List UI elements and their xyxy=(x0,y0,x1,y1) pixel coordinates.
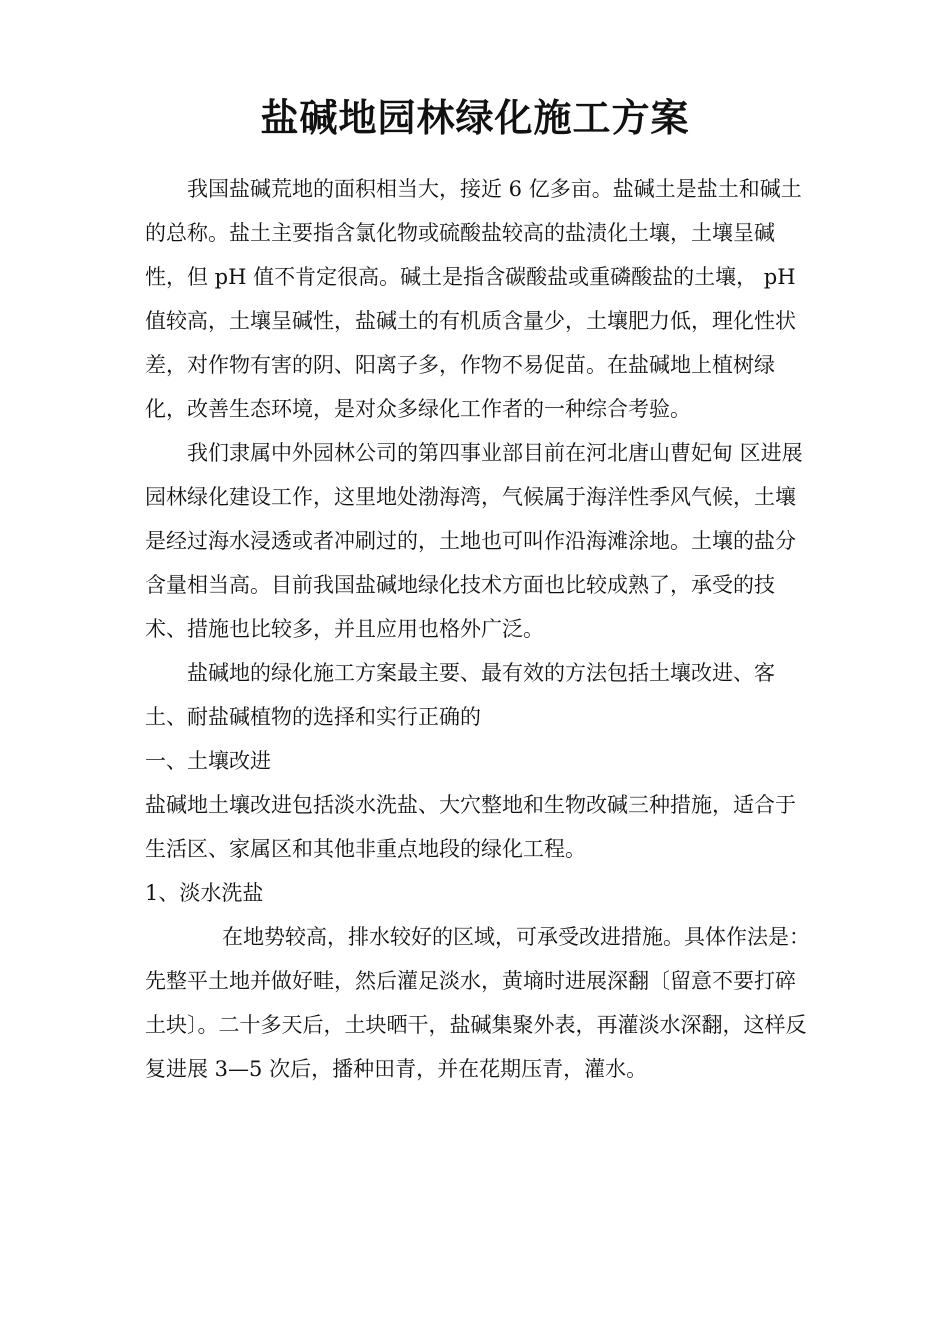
paragraph-saline-overview: 我国盐碱荒地的面积相当大，接近 6 亿多亩。盐碱土是盐土和碱土的总称。盐土主要指含氯化物或硫酸盐较高的盐渍化土壤，土壤呈碱性，但 pH 值不肯定很高。碱土是指含碳酸盐或重磷酸盐的土壤， pH 值较高，土壤呈碱性，盐碱土的有机质含量少，土壤肥力低，理化性状差，对作物有害的阴、阳离子多，作物不易促苗。在盐碱地上植树绿化，改善生态环境，是对众多绿化工作者的一种综合考验。 xyxy=(145,177,802,421)
paragraph-soil-improvement: 盐碱地土壤改进包括淡水洗盐、大穴整地和生物改碱三种措施，适合于生活区、家属区和其他非重点地段的绿化工程。 xyxy=(145,793,796,861)
document-body xyxy=(145,167,815,1091)
paragraph-methods-intro: 盐碱地的绿化施工方案最主要、最有效的方法包括土壤改进、客土、耐盐碱植物的选择和实行正确的 xyxy=(145,661,775,729)
paragraph-caofeidian-project: 我们隶属中外园林公司的第四事业部目前在河北唐山曹妃甸 区进展园林绿化建设工作，这里地处渤海湾，气候属于海洋性季风气候，土壤是经过海水浸透或者冲刷过的，土地也可叫作沿海滩涂地。土壤的盐分含量相当高。目前我国盐碱地绿化技术方面也比较成熟了，承受的技术、措施也比较多，并且应用也格外广泛。 xyxy=(145,441,803,641)
paragraph-freshwater-washing: 在地势较高，排水较好的区域，可承受改进措施。具体作法是：先整平土地并做好畦，然后灌足淡水，黄墒时进展深翻〔留意不要打碎土块〕。二十多天后，土块晒干，盐碱集聚外表，再灌淡水深翻，这样反复进展 3—5 次后，播种田青，并在花期压青，灌水。 xyxy=(145,925,810,1081)
section-heading-soil-improvement: 一、土壤改进 xyxy=(145,749,271,773)
document-title: 盐碱地园林绿化施工方案 xyxy=(260,95,690,140)
subsection-heading-freshwater-washing: 1、淡水洗盐 xyxy=(145,881,264,905)
